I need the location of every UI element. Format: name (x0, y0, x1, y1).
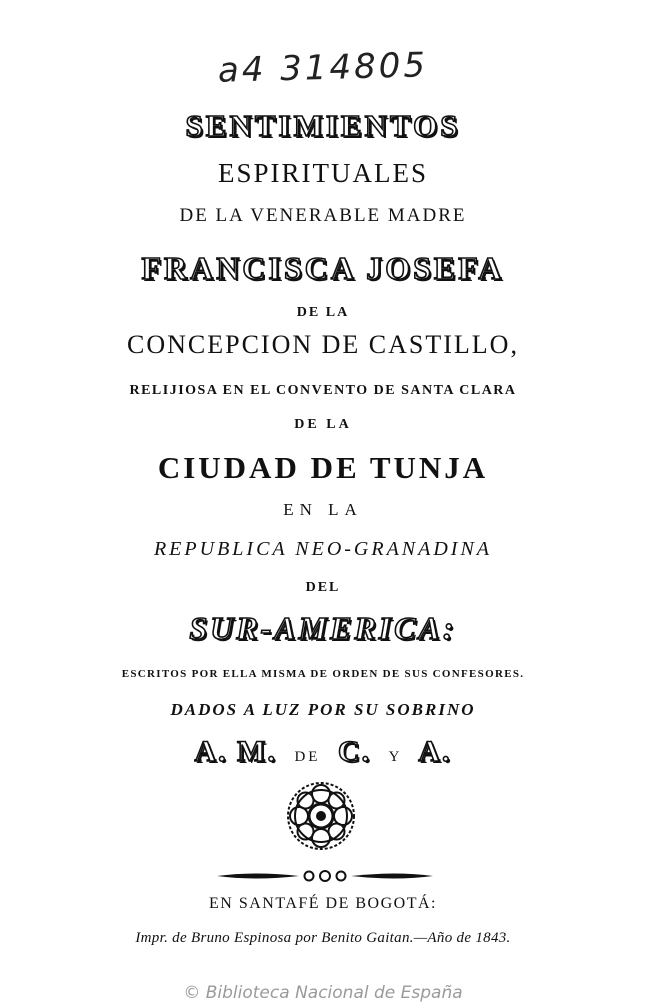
rosette-ornament-icon (285, 780, 357, 852)
connector-de-la-1: DE LA (296, 305, 350, 320)
editor-initials (0, 735, 646, 769)
title-espirituales: ESPIRITUALES (217, 158, 428, 188)
initials-c: C. (337, 735, 372, 768)
initials-y: Y (388, 749, 403, 765)
initials-a: A. (418, 735, 452, 768)
continent-name: SUR-AMERICA: (189, 610, 457, 646)
initials-am: A. M. (194, 735, 277, 768)
connector-del: DEL (305, 580, 341, 595)
connector-en-la: EN LA (283, 500, 363, 519)
title-venerable-madre: DE LA VENERABLE MADRE (179, 205, 467, 226)
written-by-line: ESCRITOS POR ELLA MISMA DE ORDEN DE SUS CONFESORES. (121, 668, 525, 680)
author-name: FRANCISCA JOSEFA (141, 250, 505, 286)
initials-de: DE (294, 749, 321, 765)
imprint-place: EN SANTAFÉ DE BOGOTÁ: (209, 895, 437, 912)
copyright-watermark: © Biblioteca Nacional de España (183, 983, 463, 1003)
religious-line: RELIJIOSA EN EL CONVENTO DE SANTA CLARA (129, 383, 517, 398)
author-surname: CONCEPCION DE CASTILLO, (127, 330, 519, 359)
ornamental-rule-icon (215, 868, 435, 884)
handwritten-shelfmark: a4 314805 (217, 45, 429, 91)
republic-name: REPUBLICA NEO-GRANADINA (153, 538, 493, 560)
city-name: CIUDAD DE TUNJA (157, 450, 489, 485)
connector-de-la-2: DE LA (294, 417, 352, 432)
published-by-line: DADOS A LUZ POR SU SOBRINO (170, 700, 476, 719)
title-sentimientos: SENTIMIENTOS (185, 108, 461, 143)
imprint-printer: Impr. de Bruno Espinosa por Benito Gaitan.—Año de 1843. (135, 930, 511, 946)
